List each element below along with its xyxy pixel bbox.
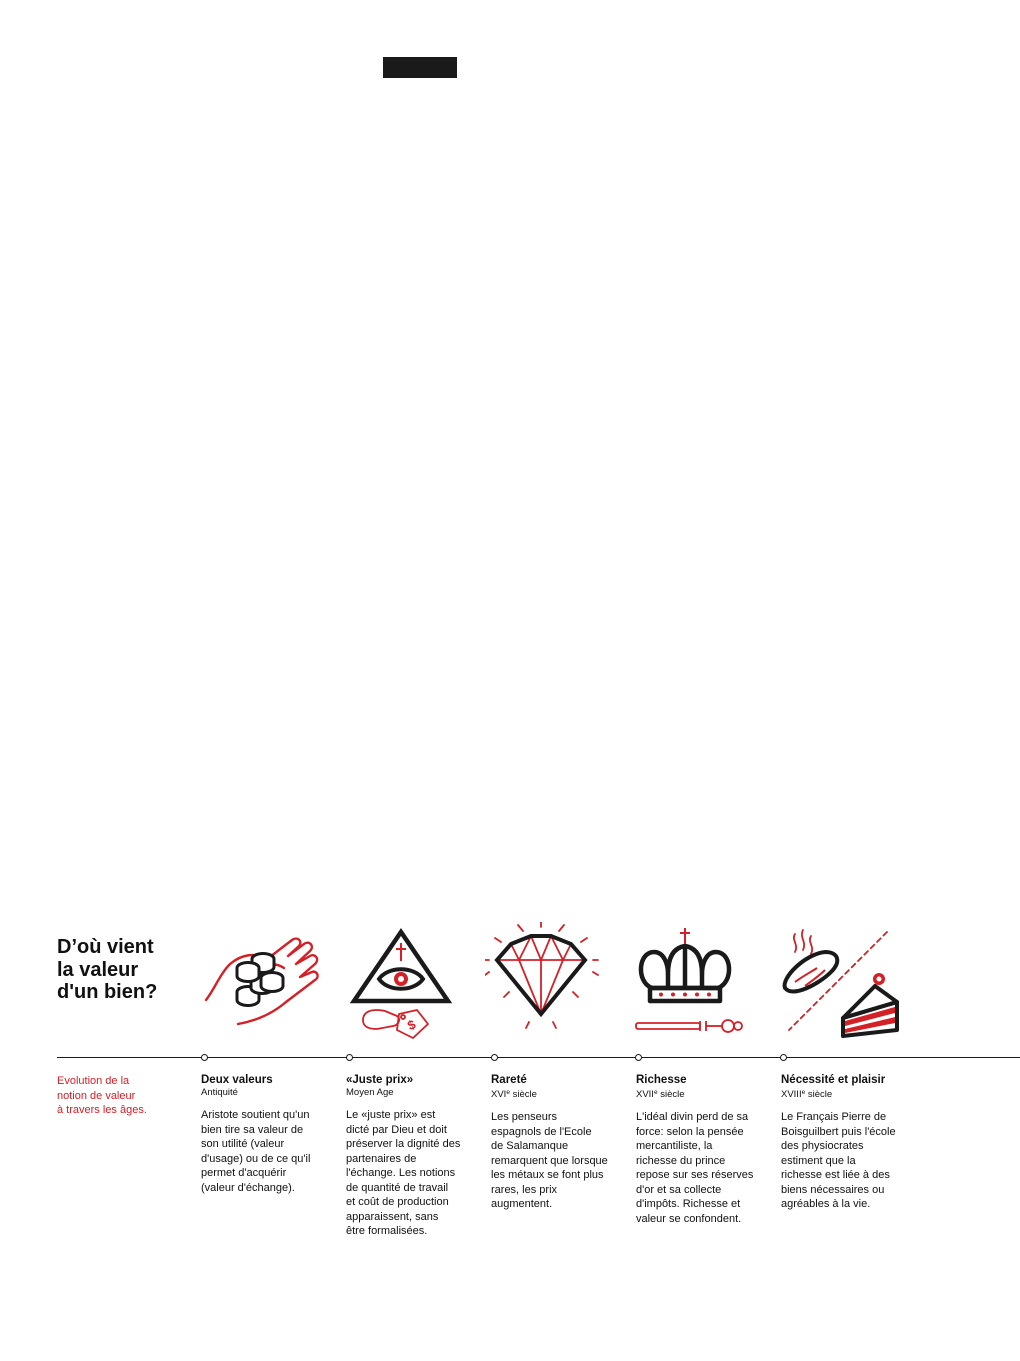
entry-body (491, 1110, 619, 1212)
eye-of-providence-price-tag-icon (345, 922, 475, 1044)
entry-heading: «Juste prix» (346, 1074, 414, 1086)
body-line: bien tire sa valeur de (201, 1123, 304, 1136)
body-line: apparaissent, sans (346, 1210, 439, 1223)
timeline-node (491, 1054, 498, 1061)
era-superscript: e (653, 1089, 658, 1096)
body-line: remarquent que lorsque (491, 1154, 608, 1167)
body-line: L'idéal divin perd de sa (636, 1111, 749, 1123)
svg-text:$: $ (405, 1016, 418, 1034)
crown-and-scepter-icon (630, 922, 760, 1044)
body-line: estiment que la (781, 1154, 856, 1167)
body-line: biens nécessaires ou (781, 1183, 885, 1196)
timeline-entry-deux-valeurs (201, 1073, 329, 1195)
body-line: permet d'acquérir (201, 1167, 287, 1179)
body-line: et coût de production (346, 1196, 449, 1208)
title-line: D’où vient (57, 936, 154, 958)
entry-body (201, 1108, 329, 1195)
title-line: la valeur (57, 958, 139, 981)
timeline-entry-richesse (636, 1073, 764, 1226)
body-line: richesse du prince (636, 1154, 726, 1167)
hand-with-coins-icon (200, 922, 330, 1044)
infographic-subtitle (57, 1074, 187, 1118)
era-text: Moyen Age (346, 1087, 394, 1098)
body-line: dicté par Dieu et doit (346, 1123, 447, 1136)
timeline-node (780, 1054, 787, 1061)
entry-body (346, 1108, 474, 1239)
timeline-entry-juste-prix (346, 1073, 474, 1239)
era-text: XVI (491, 1089, 507, 1100)
entry-era (781, 1087, 909, 1101)
body-line: force: selon la pensée (636, 1125, 744, 1138)
entry-era (201, 1087, 329, 1099)
body-line: d'or et sa collecte (636, 1183, 722, 1196)
era-superscript: e (801, 1089, 806, 1096)
body-line: des physiocrates (781, 1140, 864, 1152)
body-line: Le Français Pierre de (781, 1111, 887, 1123)
entry-body (781, 1110, 909, 1212)
body-line: Boisguilbert puis l'école (781, 1125, 896, 1138)
era-text: XVIII (781, 1089, 802, 1100)
body-line: richesse est liée à des (781, 1169, 890, 1181)
bread-and-cake-icon (775, 922, 905, 1044)
era-suffix: siècle (805, 1089, 833, 1100)
body-line: Aristote soutient qu'un (201, 1109, 310, 1121)
body-line: son utilité (valeur (201, 1138, 285, 1150)
infographic-title (57, 936, 187, 1004)
body-line: espagnols de l'Ecole (491, 1125, 592, 1138)
era-superscript: e (506, 1089, 510, 1096)
body-line: préserver la dignité des (346, 1138, 461, 1150)
body-line: d'usage) ou de ce qu'il (201, 1152, 311, 1165)
black-header-block (383, 57, 457, 78)
entry-heading: Deux valeurs (201, 1074, 273, 1086)
body-line: partenaires de (346, 1152, 417, 1165)
timeline-entry-rarete (491, 1073, 619, 1212)
body-line: valeur se confondent. (636, 1212, 742, 1225)
body-line: Le «juste prix» est (346, 1109, 436, 1121)
body-line: mercantiliste, la (636, 1140, 713, 1152)
body-line: rares, les prix (491, 1183, 558, 1196)
body-line: de Salamanque (491, 1140, 569, 1152)
body-line: (valeur d'échange). (201, 1181, 295, 1194)
title-line: d'un bien? (57, 981, 158, 1003)
entry-era (491, 1087, 619, 1101)
era-suffix: siècle (509, 1089, 537, 1100)
entry-body (636, 1110, 764, 1226)
body-line: de quantité de travail (346, 1181, 449, 1194)
era-text: Antiquité (201, 1087, 238, 1098)
body-line: l'échange. Les notions (346, 1167, 456, 1179)
subtitle-line: Evolution de la (57, 1075, 130, 1087)
entry-era (636, 1087, 764, 1101)
subtitle-line: notion de valeur (57, 1089, 136, 1102)
timeline-node (346, 1054, 353, 1061)
body-line: augmentent. (491, 1198, 553, 1210)
body-line: repose sur ses réserves (636, 1169, 754, 1181)
timeline-node (635, 1054, 642, 1061)
body-line: être formalisées. (346, 1225, 428, 1237)
timeline-entry-necessite-et-plaisir (781, 1073, 909, 1212)
timeline-node (201, 1054, 208, 1061)
entry-heading: Nécessité et plaisir (781, 1074, 886, 1086)
entry-heading: Rareté (491, 1074, 527, 1086)
body-line: Les penseurs (491, 1111, 558, 1123)
body-line: agréables à la vie. (781, 1198, 871, 1210)
body-line: d'impôts. Richesse et (636, 1198, 741, 1210)
era-text: XVII (636, 1089, 654, 1100)
era-suffix: siècle (657, 1089, 685, 1100)
subtitle-line: à travers les âges. (57, 1104, 147, 1116)
body-line: les métaux se font plus (491, 1169, 604, 1181)
entry-heading: Richesse (636, 1074, 687, 1086)
sparkling-diamond-icon (485, 922, 615, 1044)
entry-era (346, 1087, 474, 1099)
